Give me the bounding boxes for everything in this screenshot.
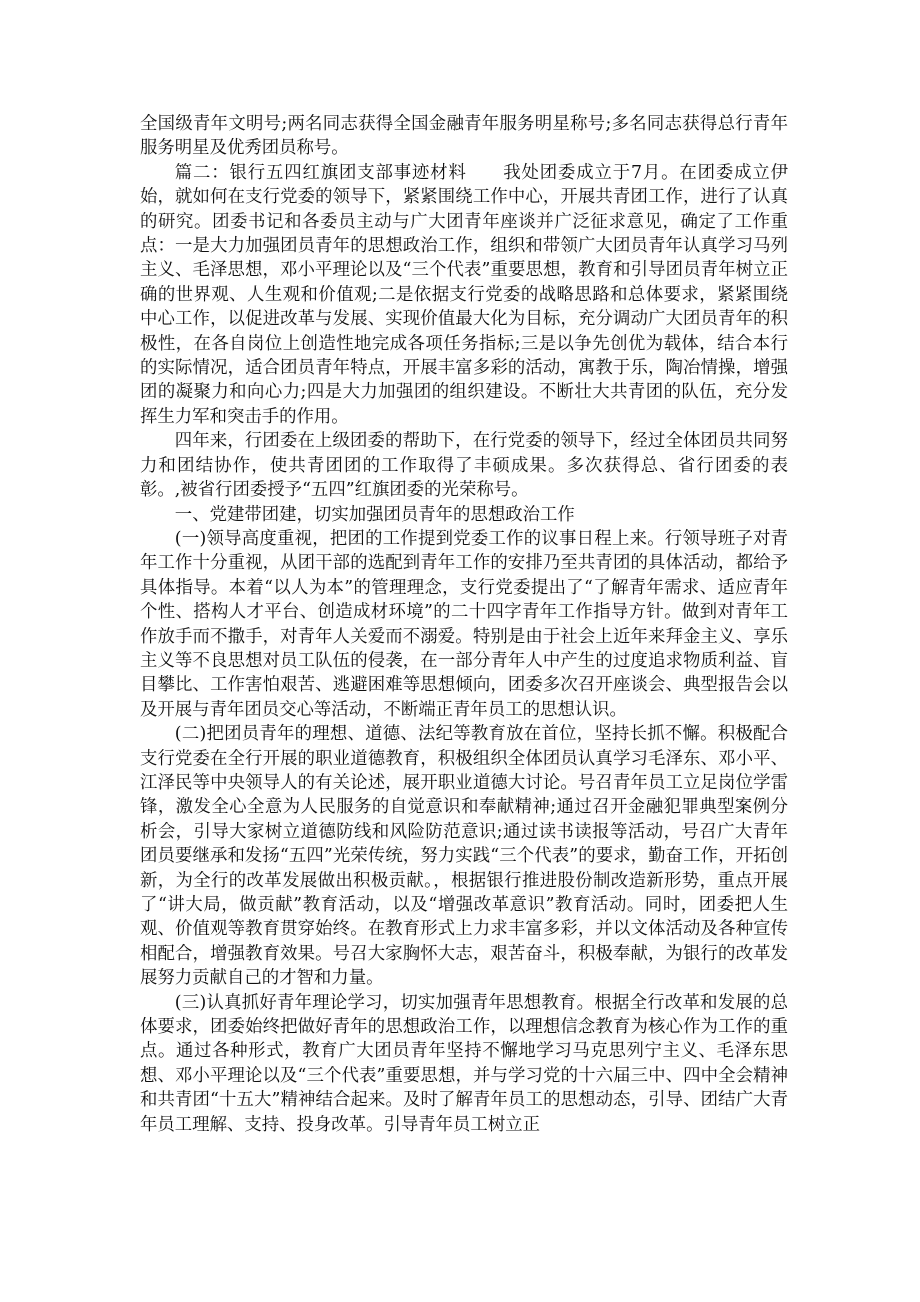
paragraph-item-two: (二)把团员青年的理想、道德、法纪等教育放在首位，坚持长抓不懈。积极配合支行党委在全行开展的职业道德教育，积极组织全体团员认真学习毛泽东、邓小平、江泽民等中央领导人的有关论述，展开职业道德大讨论。号召青年员工立足岗位学雷锋，激发全心全意为人民服务的自觉意识和奉献精神;通过召开金融犯罪典型案例分析会，引导大家树立道德防线和风险防范意识;通过读书读报等活动，号召广大青年团员要继承和发扬“五四”光荣传统，努力实践“三个代表”的要求，勤奋工作，开拓创新，为全行的改革发展做出积极贡献。，根据银行推进股份制改造新形势，重点开展了“讲大局，做贡献”教育活动，以及“增强改革意识”教育活动。同时，团委把人生观、价值观等教育贯穿始终。在教育形式上力求丰富多彩，并以文体活动及各种宣传相配合，增强教育效果。号召大家胸怀大志，艰苦奋斗，积极奉献，为银行的改革发展努力贡献自己的才智和力量。 <box>140 724 788 989</box>
document-body <box>140 112 788 1137</box>
paragraph-item-three: (三)认真抓好青年理论学习，切实加强青年思想教育。根据全行改革和发展的总体要求，团委始终把做好青年的思想政治工作，以理想信念教育为核心作为工作的重点。通过各种形式，教育广大团员青年坚持不懈地学习马克思列宁主义、毛泽东思想、邓小平理论以及“三个代表”重要思想，并与学习党的十六届三中、四中全会精神和共青团“十五大”精神结合起来。及时了解青年员工的思想动态，引导、团结广大青年员工理解、支持、投身改革。引导青年员工树立正 <box>140 992 788 1135</box>
section-heading-one: 一、党建带团建，切实加强团员青年的思想政治工作 <box>174 504 575 525</box>
paragraph-four-years-summary: 四年来，行团委在上级团委的帮助下，在行党委的领导下，经过全体团员共同努力和团结协作，使共青团团的工作取得了丰硕成果。多次获得总、省行团委的表彰。,被省行团委授予“五四”红旗团委的光荣称号。 <box>140 431 788 501</box>
paragraph-continuation: 全国级青年文明号;两名同志获得全国金融青年服务明星称号;多名同志获得总行青年服务明星及优秀团员称号。 <box>140 114 788 159</box>
paragraph-article-two-intro: 篇二：银行五四红旗团支部事迹材料 我处团委成立于7月。在团委成立伊始，就如何在支行党委的领导下，紧紧围绕工作中心，开展共青团工作，进行了认真的研究。团委书记和各委员主动与广大团青年座谈并广泛征求意见，确定了工作重点：一是大力加强团员青年的思想政治工作，组织和带领广大团员青年认真学习马列主义、毛泽思想，邓小平理论以及“三个代表”重要思想，教育和引导团员青年树立正确的世界观、人生观和价值观;二是依据支行党委的战略思路和总体要求，紧紧围绕中心工作，以促进改革与发展、实现价值最大化为目标，充分调动广大团员青年的积极性，在各自岗位上创造性地完成各项任务指标;三是以争先创优为载体，结合本行的实际情况，适合团员青年特点，开展丰富多彩的活动，寓教于乐，陶冶情操，增强团的凝聚力和向心力;四是大力加强团的组织建设。不断壮大共青团的队伍，充分发挥生力军和突击手的作用。 <box>140 162 788 427</box>
paragraph-item-one: (一)领导高度重视，把团的工作提到党委工作的议事日程上来。行领导班子对青年工作十分重视，从团干部的选配到青年工作的安排乃至共青团的具体活动，都给予具体指导。本着“以人为本”的管理理念，支行党委提出了“了解青年需求、适应青年个性、搭构人才平台、创造成材环境”的二十四字青年工作指导方针。做到对青年工作放手而不撒手，对青年人关爱而不溺爱。特别是由于社会上近年来拜金主义、享乐主义等不良思想对员工队伍的侵袭，在一部分青年人中产生的过度追求物质利益、盲目攀比、工作害怕艰苦、逃避困难等思想倾向，团委多次召开座谈会、典型报告会以及开展与青年团员交心等活动，不断端正青年员工的思想认识。 <box>140 528 788 720</box>
